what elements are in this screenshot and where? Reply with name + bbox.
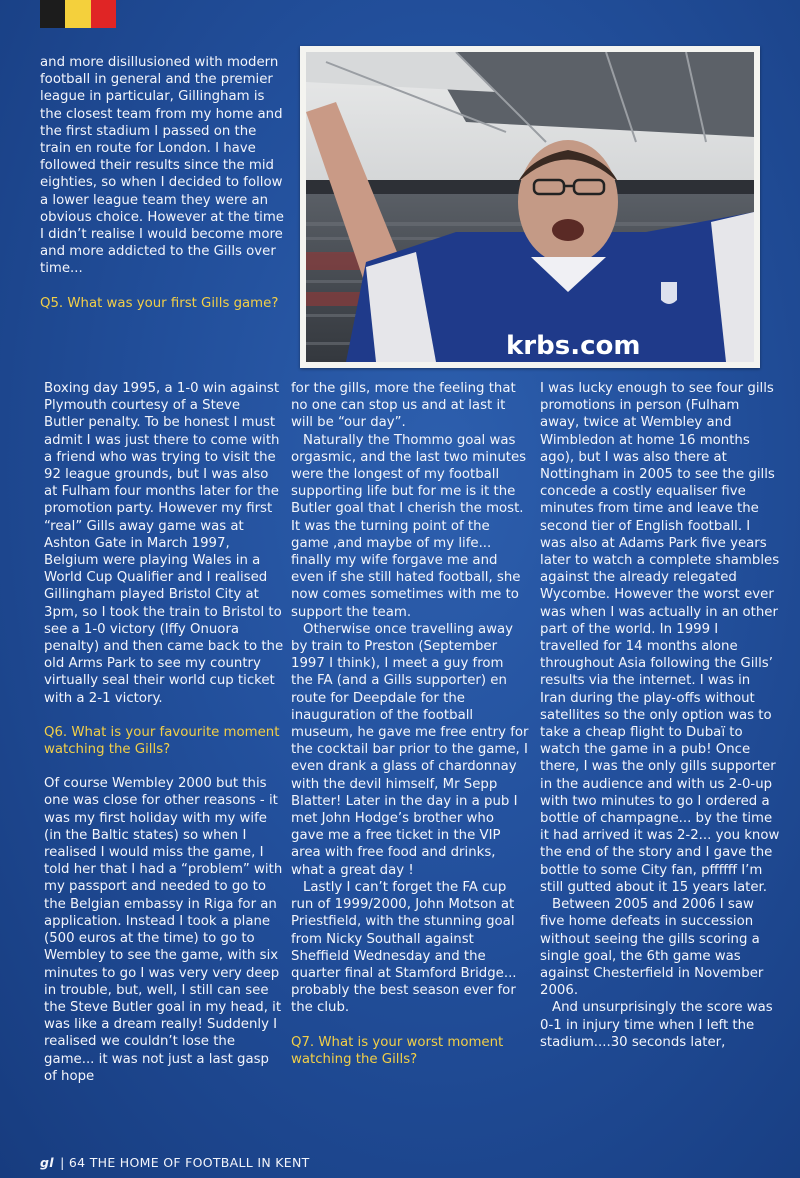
shirt-sponsor-text: krbs.com bbox=[506, 331, 641, 361]
fan-at-stadium-photo bbox=[306, 52, 754, 362]
answer-6: Of course Wembley 2000 but this one was close for other reasons - it was my first holiday with my wife (in the Baltic states) so when I realised I would miss the game, I told her that I had a “problem” with my passport and needed to go to the Belgian embassy in Riga for an application. Instead I took a plane (500 euros at the time) to go to Wembley to see the game, with six minutes to go I was very very deep in trouble, but, well, I still can see the Steve Butler goal in my head, it was like a dream really! Suddenly I realised we couldn’t lose the game... it was not just a last gasp of hope bbox=[44, 776, 283, 1084]
article-column-3 bbox=[540, 380, 780, 1051]
flag-black-stripe bbox=[40, 0, 65, 28]
intro-column bbox=[40, 54, 290, 312]
fan-photo bbox=[300, 46, 760, 368]
col3-paragraph-3: And unsurprisingly the score was 0-1 in injury time when I left the stadium....30 seconds later, bbox=[540, 1000, 773, 1050]
col3-paragraph-2: Between 2005 and 2006 I saw five home defeats in succession without seeing the gills scoring a single goal, the 6th game was against Chesterfield in November 2006. bbox=[540, 897, 764, 999]
article-column-2 bbox=[291, 380, 529, 1068]
question-5: Q5. What was your first Gills game? bbox=[40, 295, 279, 311]
magazine-logo: gl bbox=[40, 1155, 54, 1170]
page-number: 64 bbox=[68, 1155, 86, 1170]
intro-paragraph: and more disillusioned with modern football in general and the premier league in particular, Gillingham is the closest team from my home and the first stadium I passed on the train en route for London. I have followed their results since the mid eighties, so when I decided to follow a lower league team they were an obvious choice. However at the time I didn’t realise I would become more and more addicted to the Gills over time... bbox=[40, 55, 284, 277]
col2-paragraph-4: Lastly I can’t forget the FA cup run of 1999/2000, John Motson at Priestfield, with the stunning goal from Nicky Southall against Sheffield Wednesday and the quarter final at Stamford Bridge... probably the best season ever for the club. bbox=[291, 879, 517, 1016]
question-7: Q7. What is your worst moment watching the Gills? bbox=[291, 1034, 504, 1067]
flag-red-stripe bbox=[91, 0, 116, 28]
article-column-1 bbox=[44, 380, 284, 1085]
footer-title: THE HOME OF FOOTBALL IN KENT bbox=[89, 1155, 310, 1170]
col3-paragraph-1: I was lucky enough to see four gills promotions in person (Fulham away, twice at Wembley and Wimbledon at home 16 months ago), but I was also there at Nottingham in 2005 to see the gills concede a costly equaliser five minutes from time and leave the second tier of English football. I was also at Adams Park five years later to watch a complete shambles against the already relegated Wycombe. However the worst ever was when I was actually in an other part of the world. In 1999 I travelled for 14 months alone throughout Asia following the Gills’ results via the internet. I was in Iran during the play-offs without satellites so the only option was to take a cheap flight to Dubaï to watch the game in a pub! Once there, I was the only gills supporter in the audience and with us 2-0-up with two minutes to go I ordered a bottle of champagne... by the time it had arrived it was 2-2... you know the end of the story and I gave the bottle to some City fan, pffffff I’m still gutted about it 15 years later. bbox=[540, 381, 780, 895]
page-footer: gl | 64 THE HOME OF FOOTBALL IN KENT bbox=[40, 1155, 310, 1170]
col2-paragraph-1: for the gills, more the feeling that no one can stop us and at last it will be “our day”. bbox=[291, 381, 516, 431]
answer-5: Boxing day 1995, a 1-0 win against Plymouth courtesy of a Steve Butler penalty. To be honest I must admit I was just there to come with a friend who was trying to visit the 92 league grounds, but I was also at Fulham four months later for the promotion party. However my first “real” Gills away game was at Ashton Gate in March 1997, Belgium were playing Wales in a World Cup Qualifier and I realised Gillingham played Bristol City at 3pm, so I took the train to Bristol to see a 1-0 victory (Iffy Onuora penalty) and then came back to the old Arms Park to see my country virtually seal their world cup ticket with a 2-1 victory. bbox=[44, 381, 284, 706]
col2-paragraph-2: Naturally the Thommo goal was orgasmic, and the last two minutes were the longest of my football supporting life but for me is it the Butler goal that I cherish the most. It was the turning point of the game ,and maybe of my life... finally my wife forgave me and even if she still hated football, she now comes sometimes with me to support the team. bbox=[291, 432, 527, 620]
question-6: Q6. What is your favourite moment watching the Gills? bbox=[44, 724, 280, 758]
col2-paragraph-3: Otherwise once travelling away by train to Preston (September 1997 I think), I meet a guy from the FA (and a Gills supporter) en route for Deepdale for the inauguration of the football museum, he gave me free entry for the cocktail bar prior to the game, I even drank a glass of chardonnay with the devil himself, Mr Sepp Blatter! Later in the day in a pub I met John Hodge’s brother who gave me a free ticket in the VIP area with free food and drinks, what a great day ! bbox=[291, 621, 529, 878]
belgian-flag bbox=[40, 0, 116, 28]
flag-yellow-stripe bbox=[65, 0, 90, 28]
